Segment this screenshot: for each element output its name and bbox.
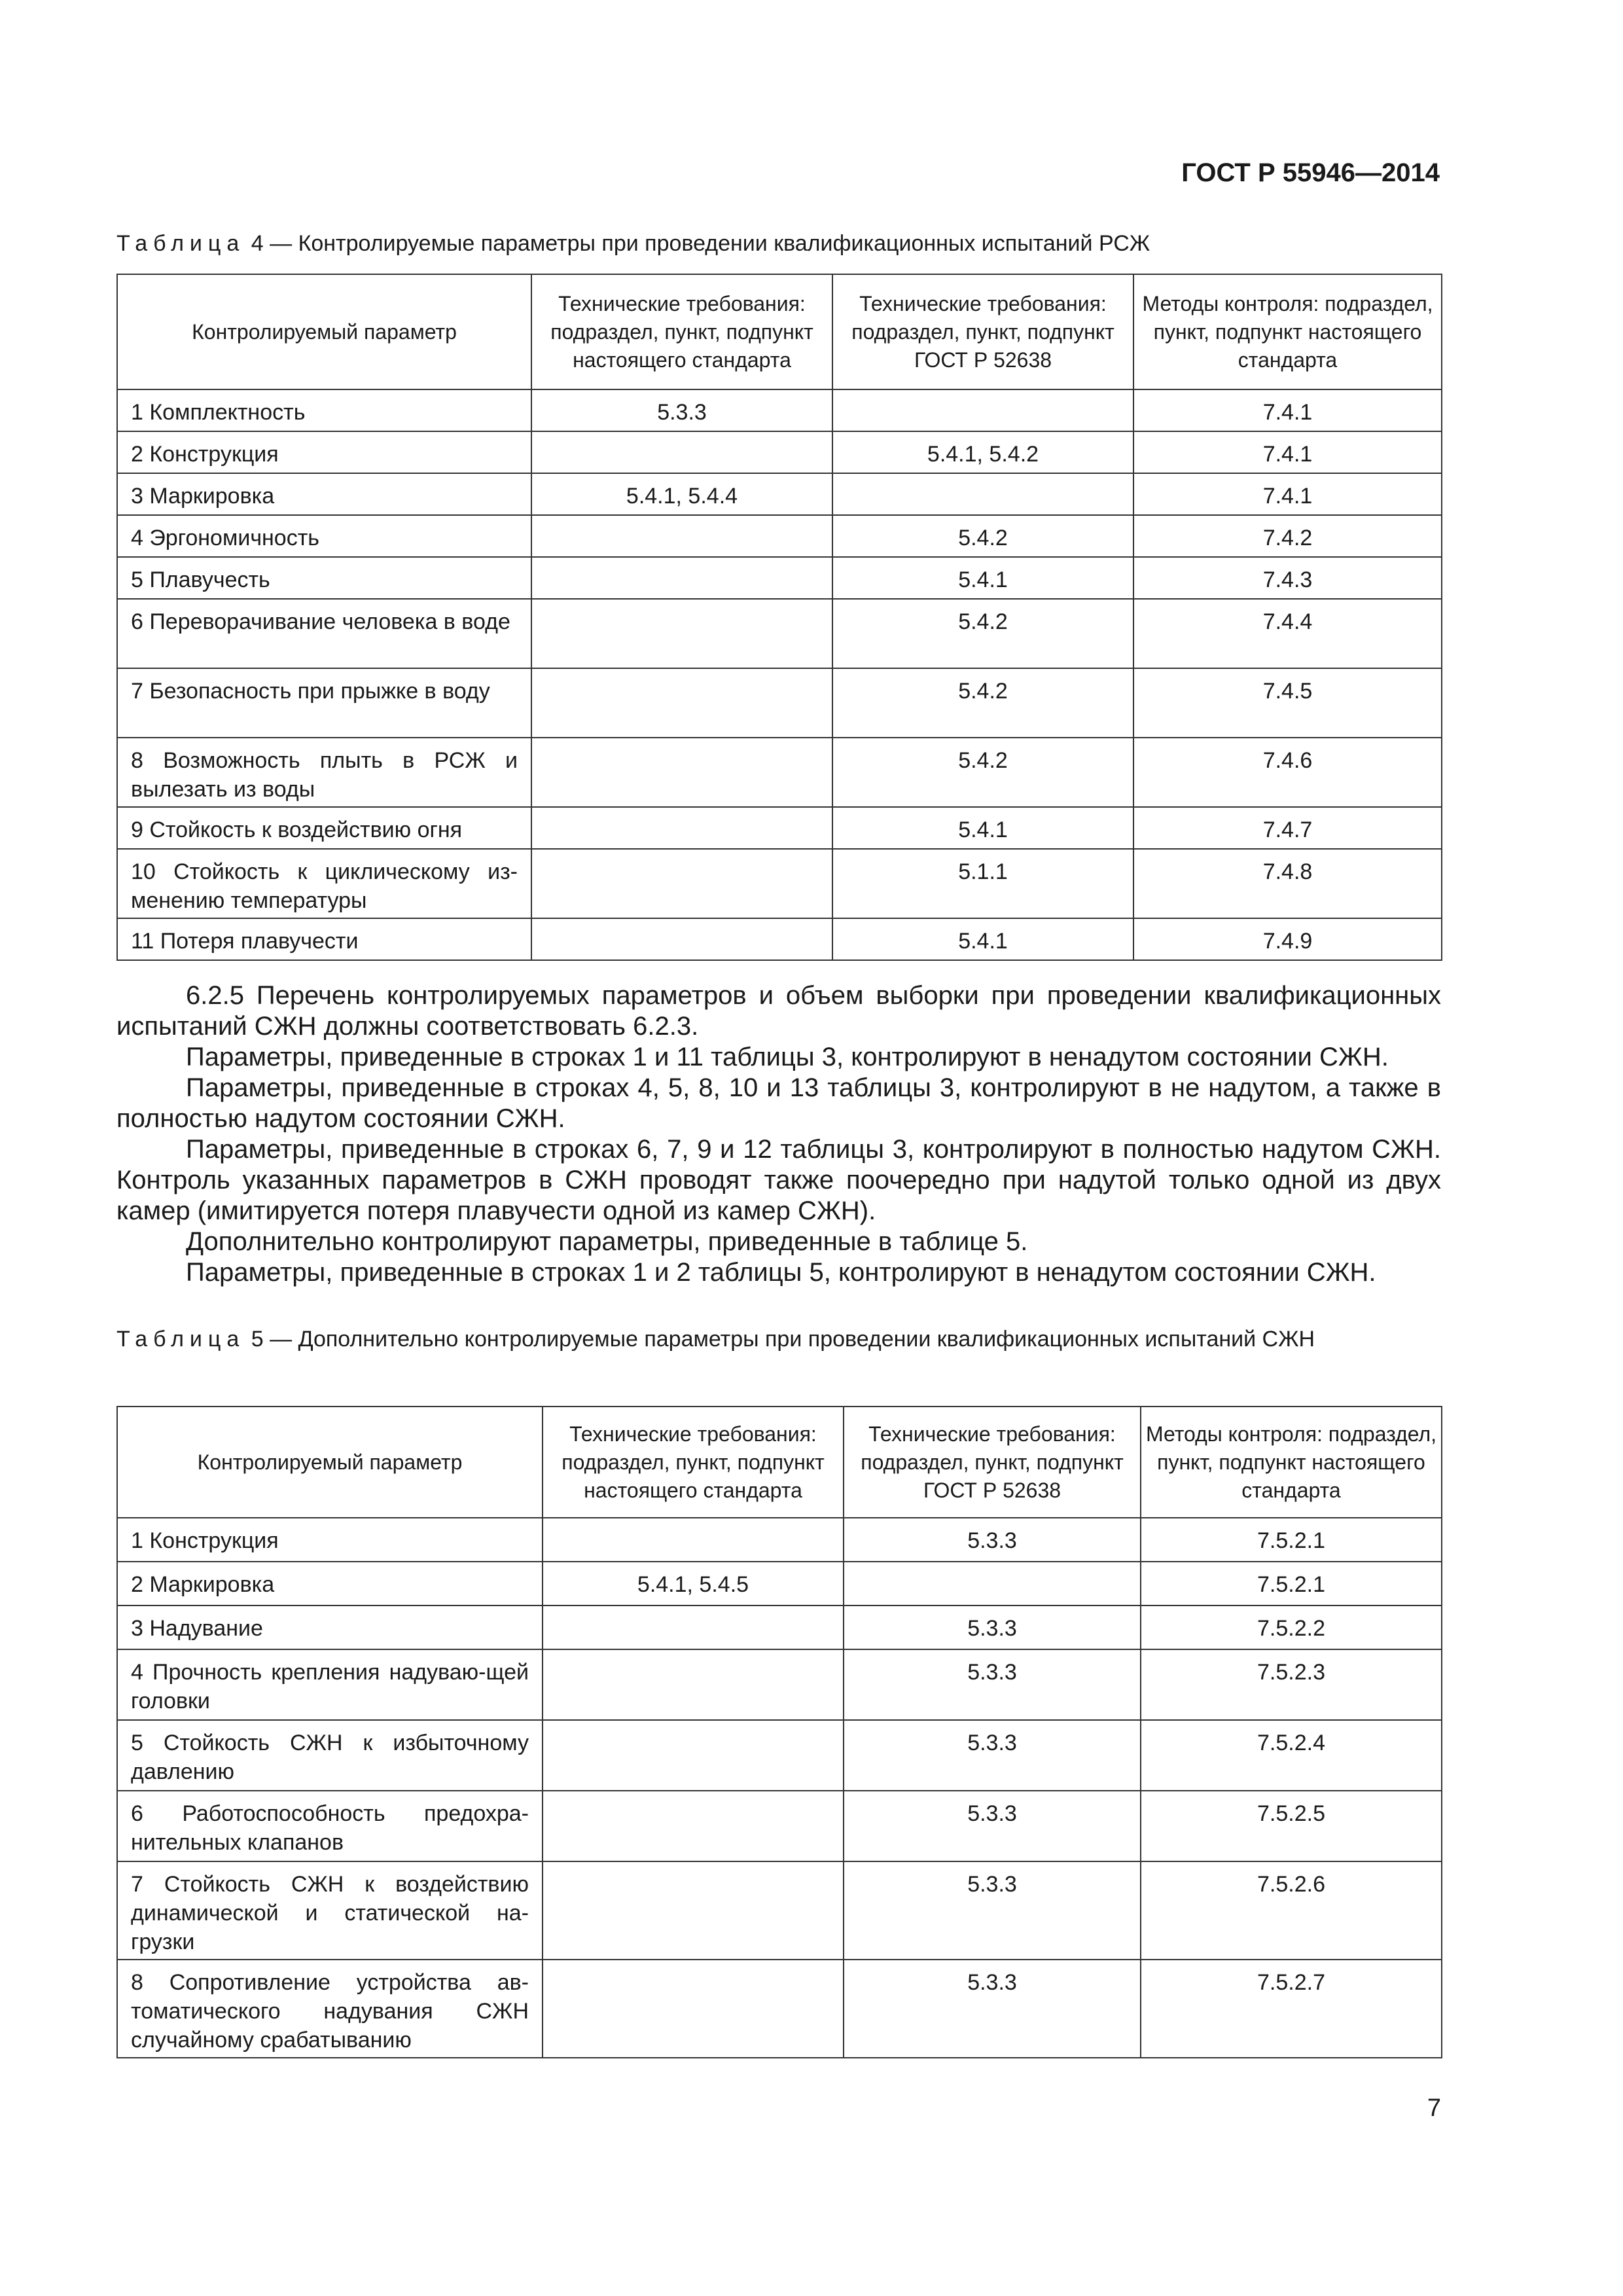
- req-std-cell: [543, 1720, 844, 1791]
- method-cell: 7.4.1: [1133, 473, 1442, 515]
- req-std-cell: 5.3.3: [531, 389, 832, 431]
- document-header: ГОСТ Р 55946—2014: [1181, 158, 1440, 187]
- paragraph: 6.2.5 Перечень контролируемых параметров и объем выборки при проведении квалификационных испытаний СЖН должны соответствовать 6.2.3.: [116, 981, 1441, 1041]
- param-cell: 5 Стойкость СЖН к избыточному давлению: [117, 1720, 543, 1791]
- table5-caption: [116, 1325, 1441, 1353]
- table-row: [117, 849, 1442, 918]
- table-row: [117, 1649, 1442, 1720]
- req-gost-cell: [832, 389, 1133, 431]
- method-cell: 7.4.9: [1133, 918, 1442, 960]
- page-number: 7: [1427, 2094, 1441, 2122]
- method-cell: 7.4.1: [1133, 431, 1442, 473]
- table4-header-method: Методы контроля: подраздел, пункт, подпункт настоящего стандарта: [1133, 274, 1442, 389]
- table-row: [117, 1960, 1442, 2058]
- method-cell: 7.4.7: [1133, 807, 1442, 849]
- req-std-cell: [543, 1649, 844, 1720]
- paragraph: Параметры, приведенные в строках 1 и 11 таблицы 3, контролируют в ненадутом состоянии СЖН.: [186, 1043, 1389, 1071]
- param-cell: 9 Стойкость к воздействию огня: [117, 807, 531, 849]
- req-std-cell: [543, 1791, 844, 1861]
- req-std-cell: [531, 599, 832, 668]
- req-gost-cell: 5.4.2: [832, 515, 1133, 557]
- table5: [116, 1406, 1442, 2058]
- param-cell: 8 Сопротивление устройства ав-томатического надувания СЖН случайному срабатыванию: [117, 1960, 543, 2058]
- param-cell: 3 Маркировка: [117, 473, 531, 515]
- param-cell: 6 Работоспособность предохра-нительных клапанов: [117, 1791, 543, 1861]
- param-cell: 11 Потеря плавучести: [117, 918, 531, 960]
- method-cell: 7.4.2: [1133, 515, 1442, 557]
- method-cell: 7.5.2.1: [1141, 1562, 1442, 1605]
- param-cell: 1 Конструкция: [117, 1518, 543, 1562]
- method-cell: 7.5.2.2: [1141, 1605, 1442, 1649]
- req-std-cell: [543, 1960, 844, 2058]
- table-row: [117, 599, 1442, 668]
- param-cell: 5 Плавучесть: [117, 557, 531, 599]
- req-gost-cell: 5.4.2: [832, 599, 1133, 668]
- paragraph: Параметры, приведенные в строках 1 и 2 таблицы 5, контролируют в ненадутом состоянии СЖН.: [186, 1258, 1376, 1287]
- table-row: [117, 807, 1442, 849]
- param-cell: 2 Конструкция: [117, 431, 531, 473]
- table4-header-param: Контролируемый параметр: [117, 274, 531, 389]
- req-std-cell: [543, 1861, 844, 1960]
- method-cell: 7.5.2.6: [1141, 1861, 1442, 1960]
- param-cell: 4 Прочность крепления надуваю-щей головки: [117, 1649, 543, 1720]
- req-std-cell: [531, 515, 832, 557]
- req-std-cell: [543, 1518, 844, 1562]
- req-std-cell: [531, 849, 832, 918]
- req-gost-cell: 5.3.3: [844, 1605, 1141, 1649]
- req-std-cell: [531, 738, 832, 807]
- param-cell: 1 Комплектность: [117, 389, 531, 431]
- table-row: [117, 918, 1442, 960]
- paragraph: Дополнительно контролируют параметры, приведенные в таблице 5.: [186, 1227, 1028, 1256]
- req-std-cell: [531, 807, 832, 849]
- method-cell: 7.4.5: [1133, 668, 1442, 738]
- method-cell: 7.5.2.3: [1141, 1649, 1442, 1720]
- param-cell: 4 Эргономичность: [117, 515, 531, 557]
- table5-header-req-gost: Технические требования: подраздел, пункт, подпункт ГОСТ Р 52638: [844, 1407, 1141, 1518]
- table-row: [117, 1605, 1442, 1649]
- req-gost-cell: 5.3.3: [844, 1720, 1141, 1791]
- body-text: [116, 980, 1441, 1288]
- param-cell: 6 Переворачивание человека в воде: [117, 599, 531, 668]
- req-gost-cell: 5.1.1: [832, 849, 1133, 918]
- req-std-cell: [531, 918, 832, 960]
- table4-header-req-gost: Технические требования: подраздел, пункт, подпункт ГОСТ Р 52638: [832, 274, 1133, 389]
- method-cell: 7.5.2.1: [1141, 1518, 1442, 1562]
- method-cell: 7.4.3: [1133, 557, 1442, 599]
- table4-caption-lead: Таблица: [116, 231, 245, 256]
- table-row: [117, 431, 1442, 473]
- table4: [116, 274, 1442, 961]
- param-cell: 7 Безопасность при прыжке в воду: [117, 668, 531, 738]
- req-gost-cell: 5.3.3: [844, 1791, 1141, 1861]
- table4-caption-text: 4 — Контролируемые параметры при проведении квалификационных испытаний РСЖ: [251, 231, 1150, 256]
- param-cell: 2 Маркировка: [117, 1562, 543, 1605]
- table-row: [117, 668, 1442, 738]
- req-std-cell: [543, 1605, 844, 1649]
- table-row: [117, 515, 1442, 557]
- table5-caption-text: 5 — Дополнительно контролируемые параметры при проведении квалификационных испытаний СЖН: [251, 1327, 1315, 1352]
- table-row: [117, 738, 1442, 807]
- req-std-cell: [531, 668, 832, 738]
- req-std-cell: [531, 431, 832, 473]
- method-cell: 7.5.2.7: [1141, 1960, 1442, 2058]
- req-gost-cell: 5.4.1, 5.4.2: [832, 431, 1133, 473]
- method-cell: 7.4.8: [1133, 849, 1442, 918]
- req-gost-cell: 5.4.1: [832, 918, 1133, 960]
- param-cell: 7 Стойкость СЖН к воздействию динамической и статической на-грузки: [117, 1861, 543, 1960]
- req-std-cell: 5.4.1, 5.4.5: [543, 1562, 844, 1605]
- table-row: [117, 557, 1442, 599]
- req-gost-cell: 5.3.3: [844, 1649, 1141, 1720]
- method-cell: 7.5.2.4: [1141, 1720, 1442, 1791]
- req-gost-cell: 5.4.1: [832, 807, 1133, 849]
- paragraph: Параметры, приведенные в строках 4, 5, 8, 10 и 13 таблицы 3, контролируют в не надутом, а также в полностью надутом состоянии СЖН.: [116, 1073, 1441, 1133]
- method-cell: 7.4.4: [1133, 599, 1442, 668]
- table-row: [117, 1861, 1442, 1960]
- req-gost-cell: 5.3.3: [844, 1960, 1141, 2058]
- paragraph: Параметры, приведенные в строках 6, 7, 9 и 12 таблицы 3, контролируют в полностью надутом СЖН. Контроль указанных параметров в СЖН проводят также поочередно при надутой только одной из двух камер (имитируется потеря плавучести одной из камер СЖН).: [116, 1135, 1441, 1225]
- table-row: [117, 1791, 1442, 1861]
- table-row: [117, 473, 1442, 515]
- table-row: [117, 1720, 1442, 1791]
- table-row: [117, 1562, 1442, 1605]
- req-std-cell: [531, 557, 832, 599]
- table5-caption-lead: Таблица: [116, 1327, 245, 1352]
- table-row: [117, 389, 1442, 431]
- method-cell: 7.4.6: [1133, 738, 1442, 807]
- req-std-cell: 5.4.1, 5.4.4: [531, 473, 832, 515]
- req-gost-cell: [844, 1562, 1141, 1605]
- req-gost-cell: [832, 473, 1133, 515]
- method-cell: 7.5.2.5: [1141, 1791, 1442, 1861]
- table5-header-method: Методы контроля: подраздел, пункт, подпункт настоящего стандарта: [1141, 1407, 1442, 1518]
- param-cell: 8 Возможность плыть в РСЖ и вылезать из воды: [117, 738, 531, 807]
- table5-header-req-std: Технические требования: подраздел, пункт, подпункт настоящего стандарта: [543, 1407, 844, 1518]
- req-gost-cell: 5.4.2: [832, 668, 1133, 738]
- table5-header-param: Контролируемый параметр: [117, 1407, 543, 1518]
- method-cell: 7.4.1: [1133, 389, 1442, 431]
- param-cell: 3 Надувание: [117, 1605, 543, 1649]
- table4-header-req-std: Технические требования: подраздел, пункт, подпункт настоящего стандарта: [531, 274, 832, 389]
- table-row: [117, 1518, 1442, 1562]
- req-gost-cell: 5.4.2: [832, 738, 1133, 807]
- table4-caption: [116, 230, 1441, 257]
- req-gost-cell: 5.3.3: [844, 1861, 1141, 1960]
- req-gost-cell: 5.3.3: [844, 1518, 1141, 1562]
- param-cell: 10 Стойкость к циклическому из-менению температуры: [117, 849, 531, 918]
- req-gost-cell: 5.4.1: [832, 557, 1133, 599]
